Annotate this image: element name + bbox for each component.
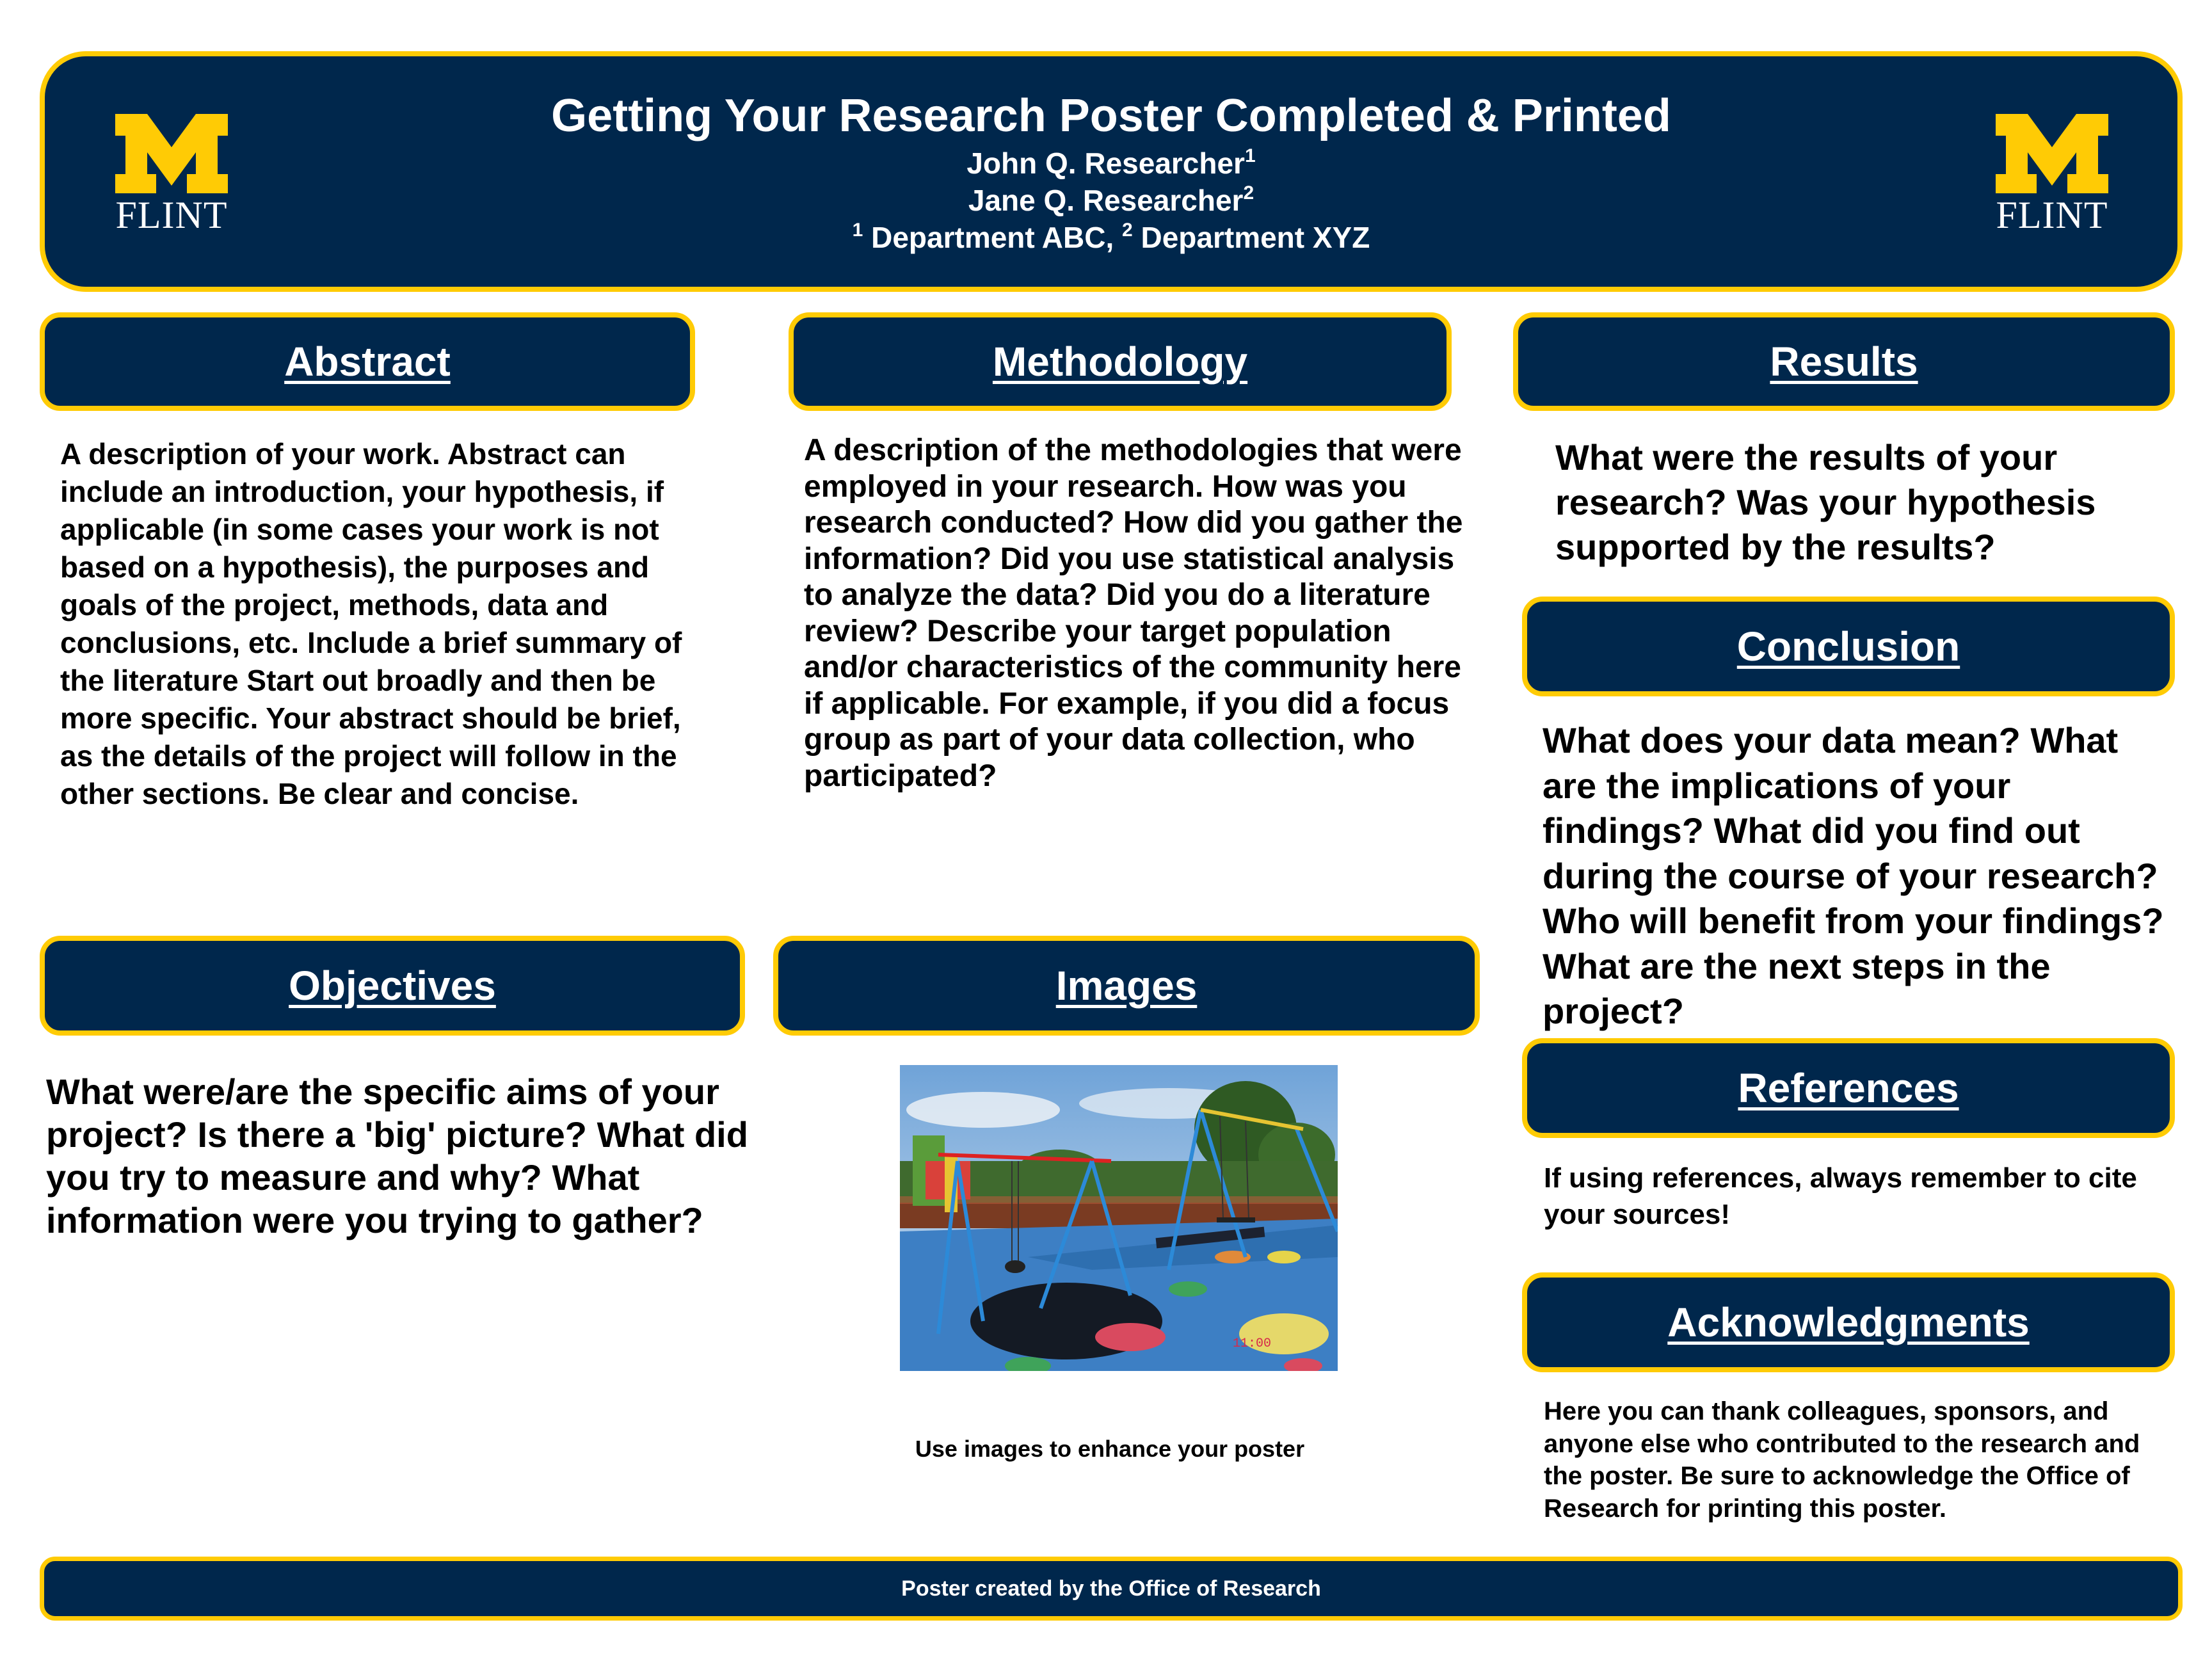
author-2: Jane Q. Researcher$^2$ (968, 182, 1254, 217)
methodology-body: A description of the methodologies that were employed in your research. How was you research conducted? How did you gather the information? Did you use statistical analysis to analyze the data? Did you do a literature review? Describe your target population and/or characteristics of the community here if applicable. For example, if you did a focus group as part of your data collection, who participated? (804, 433, 1463, 793)
poster-title: Getting Your Research Poster Completed & Printed (551, 90, 1671, 141)
acknowledgments-heading-box (1522, 1272, 2175, 1372)
objectives-body: What were/are the specific aims of your project? Is there a 'big' picture? What did you try to measure and why? What information were you trying to gather? (46, 1071, 748, 1240)
images-caption: Use images to enhance your poster (915, 1436, 1305, 1462)
acknowledgments-heading: Acknowledgments (1667, 1299, 2030, 1345)
conclusion-heading: Conclusion (1736, 623, 1960, 669)
flint-wordmark: FLINT (1996, 194, 2108, 236)
conclusion-heading-box (1522, 597, 2175, 696)
footer-text: Poster created by the Office of Research (901, 1576, 1321, 1601)
images-heading-box (773, 936, 1480, 1036)
conclusion-body: What does your data mean? What are the implications of your findings? What did you find out during the course of your research? Who will benefit from your findings? What are the next steps in the project? (1543, 720, 2164, 1031)
block-m-icon (108, 114, 236, 195)
abstract-heading-box (40, 312, 695, 411)
block-m-icon (1988, 114, 2116, 195)
objectives-heading: Objectives (289, 963, 496, 1009)
departments: $^1$ Department ABC, $^2$ Department XYZ (852, 220, 1370, 254)
results-body: What were the results of your research? Was your hypothesis supported by the results? (1555, 437, 2096, 567)
poster-header-banner (40, 51, 2183, 292)
references-body: If using references, always remember to cite your sources! (1544, 1162, 2137, 1230)
results-heading-box (1513, 312, 2175, 411)
methodology-heading-box (789, 312, 1452, 411)
playground-photo-illustration (900, 1065, 1338, 1371)
acknowledgments-body: Here you can thank colleagues, sponsors, and anyone else who contributed to the research and the poster. Be sure to acknowledge the Office of Research for printing this poster. (1544, 1397, 2140, 1523)
poster-footer (40, 1557, 2183, 1621)
author-1: John Q. Researcher$^1$ (966, 145, 1256, 180)
results-heading: Results (1770, 339, 1918, 385)
photo-timestamp: 11:00 (1233, 1336, 1272, 1351)
references-heading: References (1738, 1065, 1959, 1111)
abstract-body: A description of your work. Abstract can include an introduction, your hypothesis, if applicable (in some cases your work is not based on a hypothesis), the purposes and goals of the project, methods, data and conclusions, etc. Include a brief summary of the literature Start out broadly and then be more specific. Your abstract should be brief, as the details of the project will follow in the other sections. Be clear and concise. (60, 437, 682, 810)
um-flint-logo-left (108, 114, 236, 236)
flint-wordmark: FLINT (115, 194, 228, 236)
um-flint-logo-right (1988, 114, 2116, 236)
images-heading: Images (1055, 963, 1198, 1009)
methodology-heading: Methodology (992, 339, 1248, 385)
abstract-heading: Abstract (284, 339, 451, 385)
objectives-heading-box (40, 936, 745, 1036)
references-heading-box (1522, 1038, 2175, 1138)
playground-photo (900, 1065, 1338, 1371)
